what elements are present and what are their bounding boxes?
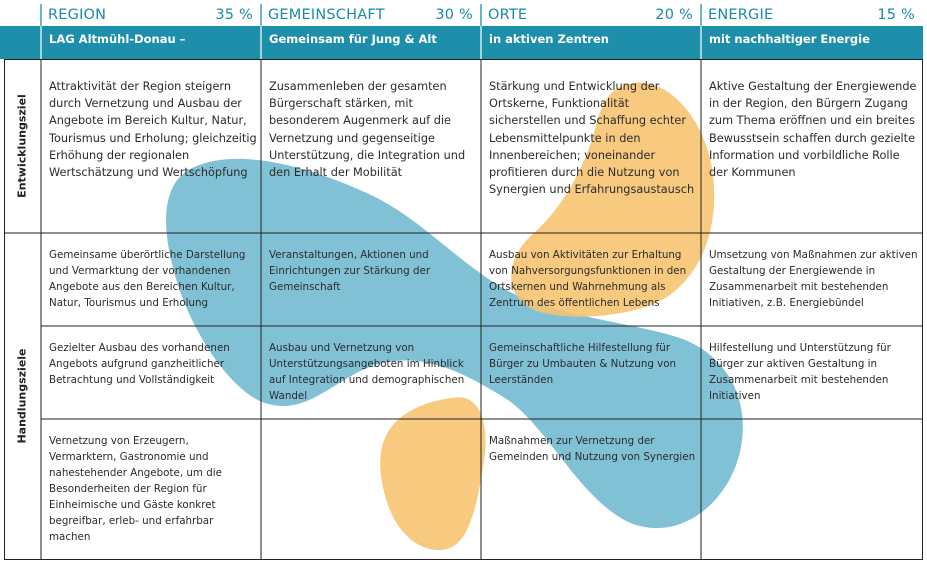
row-label-entwicklungsziel: Entwicklungsziel	[15, 94, 29, 198]
handlungsziel-3-orte: Maßnahmen zur Vernetzung der Gemeinden und Nutzung von Synergien	[489, 435, 696, 463]
column-subtitle-energie: mit nachhaltiger Energie	[709, 32, 870, 46]
column-title: GEMEINSCHAFT	[268, 7, 385, 23]
column-subtitle-gemeinschaft: Gemeinsam für Jung & Alt	[269, 32, 437, 46]
column-percent: 20 %	[655, 7, 693, 23]
column-header-region	[41, 4, 261, 26]
column-title: ENERGIE	[708, 7, 774, 23]
entwicklungsziel-gemeinschaft: Zusammenleben der gesamten Bürgerschaft stärken, mit besonderem Augenmerk auf die Vernetzung und gegenseitige Unterstützung, die Integration und den Erhalt der Mobilität	[269, 80, 466, 180]
handlungsziel-2-region: Gezielter Ausbau des vorhandenen Angebots aufgrund ganzheitlicher Betrachtung und Vollständigkeit	[49, 342, 230, 386]
column-header-orte	[481, 4, 701, 26]
entwicklungsziel-energie: Aktive Gestaltung der Energiewende in der Region, den Bürgern Zugang zum Thema eröffnen und ein breites Bewusstsein schaffen durch gezielte Information und vorbildliche Rolle der Kommunen	[709, 80, 917, 180]
handlungsziel-1-gemeinschaft: Veranstaltungen, Aktionen und Einrichtungen zur Stärkung der Gemeinschaft	[269, 249, 431, 293]
handlungsziel-2-orte: Gemeinschaftliche Hilfestellung für Bürger zu Umbauten & Nutzung von Leerständen	[489, 342, 677, 386]
column-header-gemeinschaft	[261, 4, 481, 26]
handlungsziel-2-gemeinschaft: Ausbau und Vernetzung von Unterstützungsangeboten im Hinblick auf Integration und demographischen Wandel	[269, 342, 465, 402]
column-title: ORTE	[488, 7, 528, 23]
column-percent: 30 %	[435, 7, 473, 23]
entwicklungsziel-orte: Stärkung und Entwicklung der Ortskerne, Funktionalität sicherstellen und Schaffung echter Lebensmittelpunkte in den Innenbereichen; voneinander profitieren durch die Nutzung von Synergien und Erfahrungsaustausch	[489, 80, 695, 197]
column-subtitle-orte: in aktiven Zentren	[489, 32, 609, 46]
orange-blob-lower-shape	[380, 397, 485, 550]
column-subtitle-region: LAG Altmühl-Donau –	[49, 32, 186, 46]
column-header-energie	[701, 4, 923, 26]
handlungsziel-1-region: Gemeinsame überörtliche Darstellung und Vermarktung der vorhandenen Angebote aus den Bereichen Kultur, Natur, Tourismus und Erholung	[49, 249, 246, 309]
row-label-handlungsziele: Handlungsziele	[15, 348, 29, 444]
column-title: REGION	[48, 7, 107, 23]
handlungsziel-3-region: Vernetzung von Erzeugern, Vermarktern, Gastronomie und nahestehender Angebote, um die Besonderheiten der Region für Einheimische und Gäste konkret begreifbar, erleb- und erfahrbar machen	[49, 435, 222, 543]
column-percent: 15 %	[877, 7, 915, 23]
handlungsziel-2-energie: Hilfestellung und Unterstützung für Bürger zur aktiven Gestaltung in Zusammenarbeit mit bestehenden Initiativen	[709, 342, 891, 402]
handlungsziel-1-orte: Ausbau von Aktivitäten zur Erhaltung von Nahversorgungsfunktionen in den Ortskernen und Wahrnehmung als Zentrum des öffentlichen Lebens	[489, 249, 687, 309]
column-percent: 35 %	[215, 7, 253, 23]
entwicklungsziel-region: Attraktivität der Region steigern durch Vernetzung und Ausbau der Angebote im Bereich Kultur, Natur, Tourismus und Erholung; gleichzeitig Erhöhung der regionalen Wertschätzung und Wertschöpfung	[49, 80, 257, 180]
handlungsziel-1-energie: Umsetzung von Maßnahmen zur aktiven Gestaltung der Energiewende in Zusammenarbeit mit bestehenden Initiativen, z.B. Energiebündel	[709, 249, 918, 309]
